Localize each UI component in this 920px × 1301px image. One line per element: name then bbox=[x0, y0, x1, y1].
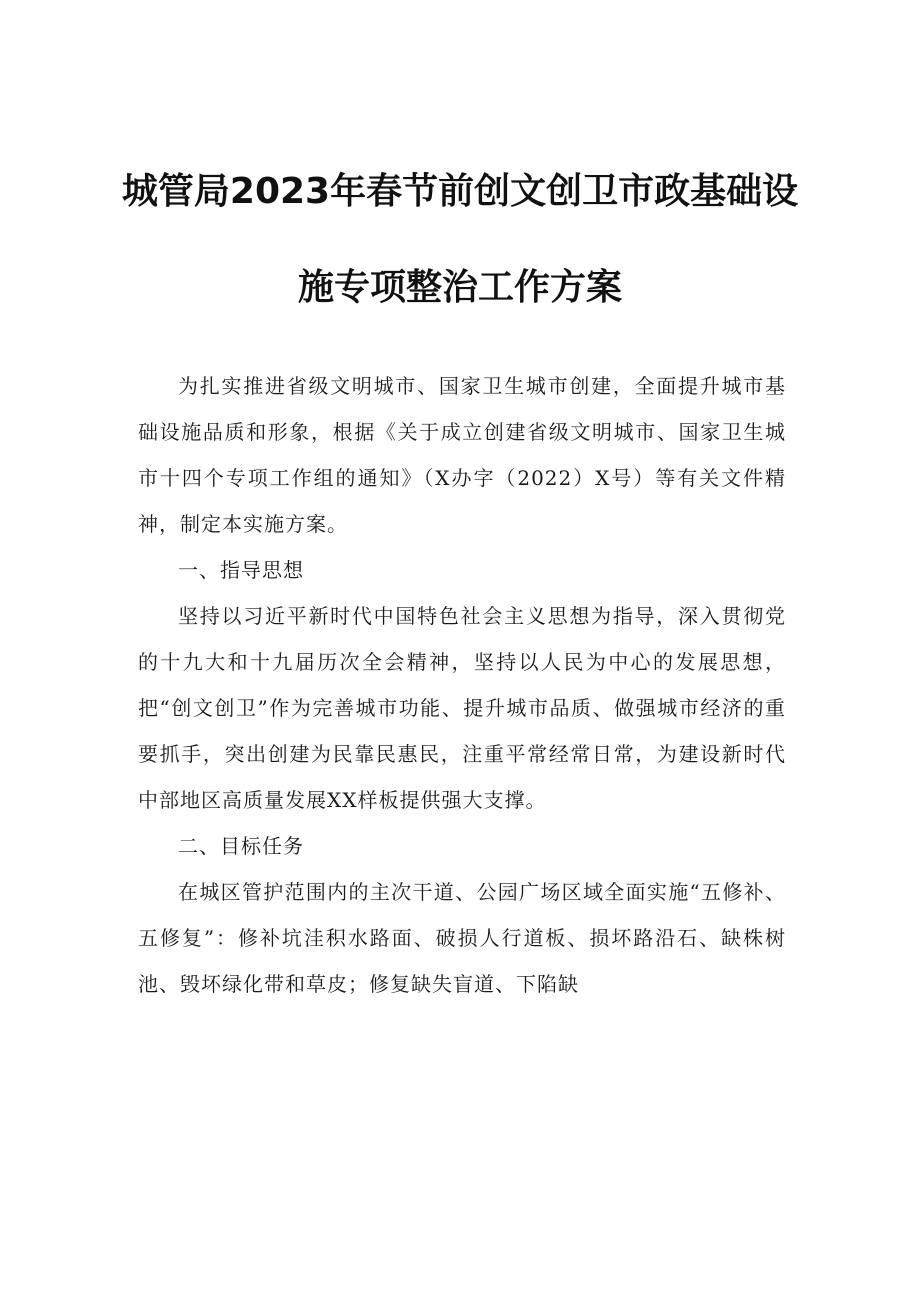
document-body bbox=[138, 363, 786, 1007]
section-1-heading: 一、指导思想 bbox=[178, 558, 304, 582]
section-1-paragraph: 坚持以习近平新时代中国特色社会主义思想为指导，深入贯彻党的十九大和十九届历次全会精神，坚持以人民为中心的发展思想，把“创文创卫”作为完善城市功能、提升城市品质、做强城市经济的重要抓手，突出创建为民靠民惠民，注重平常经常日常，为建设新时代中部地区高质量发展XX样板提供强大支撑。 bbox=[138, 604, 786, 812]
section-2-heading: 二、目标任务 bbox=[178, 834, 304, 858]
section-2-paragraph: 在城区管护范围内的主次干道、公园广场区域全面实施“五修补、五修复”：修补坑洼积水路面、破损人行道板、损坏路沿石、缺株树池、毁坏绿化带和草皮；修复缺失盲道、下陷缺 bbox=[138, 880, 786, 996]
document-title-line-1: 城管局2023年春节前创文创卫市政基础设 bbox=[121, 171, 799, 212]
intro-paragraph: 为扎实推进省级文明城市、国家卫生城市创建，全面提升城市基础设施品质和形象，根据《关于成立创建省级文明城市、国家卫生城市十四个专项工作组的通知》（X办字（2022）X号）等有关文件精神，制定本实施方案。 bbox=[138, 374, 786, 536]
document-title-line-2: 施专项整治工作方案 bbox=[297, 267, 622, 308]
